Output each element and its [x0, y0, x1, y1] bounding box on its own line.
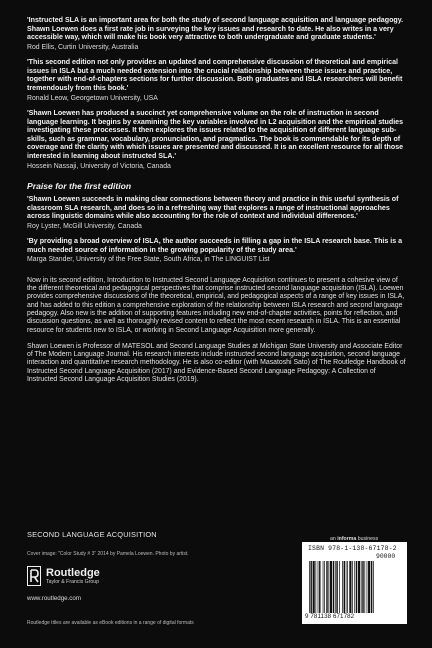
review-quote: 'This second edition not only provides an updated and comprehensive discussion of theoretical and empirical issues in ISLA but a much needed extension into the crucial relationship between these issues and practice, together with end-of-chapters sections for further discussion. Both graduates and ISLA researchers will benefit tremendously from this book.' — [27, 58, 403, 92]
review-1 — [27, 16, 407, 52]
ebook-note: Routledge titles are available as eBook editions in a range of digital formats — [27, 620, 194, 626]
informa-suffix: business — [356, 536, 379, 542]
review-attribution: Roy Lyster, McGill University, Canada — [27, 222, 142, 230]
review-quote: 'Shawn Loewen succeeds in making clear connections between theory and practice in this useful synthesis of classroom SLA research, and does so in a refreshing way that explores a range of instructional approaches across linguistic domains while also accounting for the role of context and individual differences.' — [27, 194, 399, 221]
review-quote: 'Instructed SLA is an important area for both the study of second language acquisition and language pedagogy. Shawn Loewen does a first rate job in surveying the key issues and research to date. He also writes in a very accessible way, which will make his book very attractive to both undergraduate and graduate students.' — [27, 16, 404, 42]
review-5 — [27, 237, 407, 265]
praise-heading: Praise for the first edition — [27, 180, 132, 191]
review-4 — [27, 195, 407, 231]
cover-credit: Cover image: "Color Study # 3" 2014 by Pamela Loewen. Photo by artist. — [27, 551, 189, 557]
publisher-group: Taylor & Francis Group — [46, 578, 100, 585]
review-quote: 'Shawn Loewen has produced a succinct yet comprehensive volume on the role of instruction in second language learning. It begins by examining the key variables involved in L2 acquisition and the empirical studies investigating these processes. It then explores the issues related to the acquisition of different language sub-skills, such as grammar, vocabulary, pronunciation, and pragmatics. The book is commendable for its depth of coverage and the clarity with which issues are presented and discussed. It is an excellent resource for all those interested in learning about instructed SLA.' — [27, 108, 404, 160]
publisher-name: Routledge — [46, 566, 100, 579]
author-bio: Shawn Loewen is Professor of MATESOL and Second Language Studies at Michigan State University and Associate Editor of The Modern Language Journal. His research interests include instructed second language acquisition, second language interaction and quantitative research methodology. He is also co-editor (with Masatoshi Sato) of The Routledge Handbook of Instructed Second Language Acquisition (2017) and Evidence-Based Second Language Pedagogy: A Collection of Instructed Second Language Acquisition Studies (2019). — [27, 342, 406, 383]
review-2 — [27, 58, 407, 103]
barcode-digits: 9 781138 671782 — [305, 613, 355, 620]
review-attribution: Rod Ellis, Curtin University, Australia — [27, 43, 139, 51]
review-quote: 'By providing a broad overview of ISLA, the author succeeds in filling a gap in the ISLA research base. This is a much needed source of information in the growing popularity of the study area.' — [27, 237, 403, 254]
publisher-logo — [27, 566, 100, 586]
publisher-website[interactable]: www.routledge.com — [27, 595, 81, 602]
isbn-number: ISBN 978-1-138-67178-2 — [308, 545, 397, 552]
back-cover-text — [27, 16, 407, 384]
routledge-r-icon — [27, 566, 41, 586]
review-attribution: Marga Stander, University of the Free State, South Africa, in The LINGUIST List — [27, 256, 270, 264]
review-3 — [27, 109, 407, 171]
informa-prefix: an — [330, 536, 338, 542]
informa-brand: informa — [337, 536, 357, 542]
barcode-panel — [302, 542, 407, 624]
review-attribution: Ronald Leow, Georgetown University, USA — [27, 94, 158, 102]
price-code: 90000 — [376, 553, 396, 560]
subject-category: SECOND LANGUAGE ACQUISITION — [27, 530, 157, 539]
review-attribution: Hossein Nassaji, University of Victoria, Canada — [27, 162, 171, 170]
barcode-image — [307, 561, 402, 613]
book-description: Now in its second edition, Introduction to Instructed Second Language Acquisition continues to present a cohesive view of the different theoretical and pedagogical perspectives that comprise instructed second language acquisition (ISLA). Loewen provides comprehensive discussions of the theoretical, empirical, and pedagogical aspects of a range of key issues in ISLA, and has added to this edition a comprehensive exploration of the relationship between ISLA research and second language pedagogy. Also new is the addition of supporting features including new end-of-chapter activities, points for reflection, and discussion questions, as well as thoroughly revised content to reflect the most recent research in ISLA. This is an essential resource for students new to ISLA, or working in Second Language Acquisition more generally. — [27, 276, 405, 334]
